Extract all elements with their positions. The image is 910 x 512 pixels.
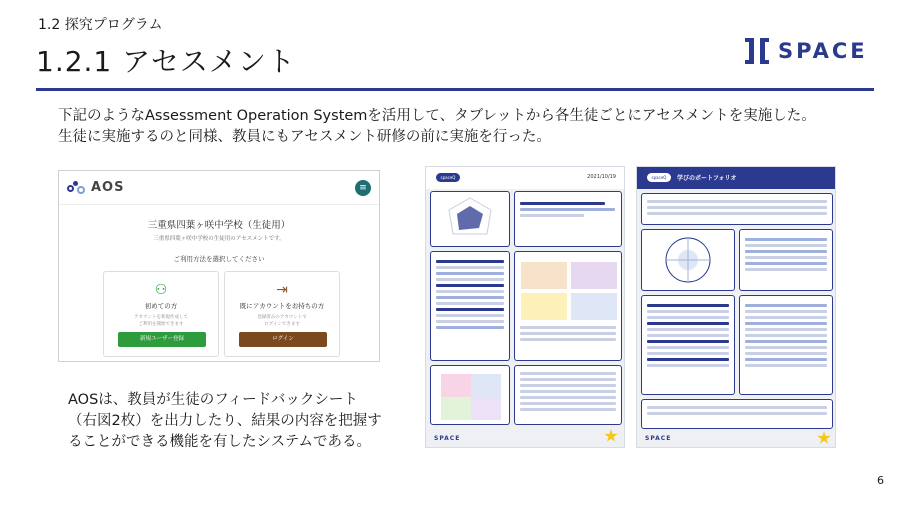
aos-app-name: AOS xyxy=(91,180,125,195)
report-date: 2021/10/19 xyxy=(587,174,616,180)
new-user-desc-line-2: ご利用を開始できます xyxy=(138,322,184,327)
spaceq-badge-2: spaceQ xyxy=(647,173,671,182)
cognition-panel xyxy=(514,251,622,361)
space-logo-text: SPACE xyxy=(778,39,868,63)
intro-line-2: 生徒に実施するのと同様、教員にもアセスメント研修の前に実施を行った。 xyxy=(58,129,551,145)
space-logo xyxy=(745,38,868,64)
login-icon: ⇥ xyxy=(276,282,288,298)
new-user-desc-line-1: アカウントを新規作成して xyxy=(134,315,188,320)
thinking-style-panel xyxy=(430,251,510,361)
aos-select-prompt: ご利用方法を選択してください xyxy=(173,255,265,263)
caption-line-2: （右図2枚）を出力したり、結果の内容を把握す xyxy=(68,413,382,429)
caption-line-3: ることができる機能を有したシステムである。 xyxy=(68,434,372,450)
existing-user-desc-line-1: 登録済みのアカウントで xyxy=(257,315,307,320)
page-number: 6 xyxy=(877,474,884,487)
mindset-panel xyxy=(430,365,510,425)
page-title: 1.2.1 アセスメント xyxy=(36,45,296,78)
steam-area-panel xyxy=(739,229,833,291)
spaceq-badge: spaceQ xyxy=(436,173,460,182)
mascot-star-icon xyxy=(604,429,618,443)
login-button[interactable]: ログイン xyxy=(239,332,327,347)
steam-panel xyxy=(514,191,622,247)
aos-caption xyxy=(68,390,382,453)
cognitive-trait-panel xyxy=(739,295,833,395)
radar-panel xyxy=(430,191,510,247)
section-label: 1.2 探究プログラム xyxy=(38,17,163,33)
summary-panel xyxy=(514,365,622,425)
aos-school-name: 三重県四葉ヶ咲中学校（生徒用） xyxy=(147,220,291,231)
caption-line-1: AOSは、教員が生徒のフィードバックシート xyxy=(68,392,358,408)
report-footer-logo: SPACE xyxy=(434,435,461,442)
existing-user-desc xyxy=(225,314,339,328)
intro-line-1: 下記のようなAssessment Operation Systemを活用して、タブレットから各生徒ごとにアセスメントを実施した。 xyxy=(58,108,816,124)
title-underline xyxy=(36,88,874,91)
power-wheel-icon xyxy=(642,230,734,286)
thinking-style-panel-2 xyxy=(641,295,735,395)
register-button[interactable]: 新規ユーザー登録 xyxy=(118,332,206,347)
report-footer-logo-2: SPACE xyxy=(645,435,672,442)
radar-chart-icon xyxy=(431,194,509,244)
feedback-sheet-1 xyxy=(425,166,625,448)
aos-logo-icon xyxy=(67,181,85,195)
intro-panel xyxy=(641,193,833,225)
hamburger-menu-icon[interactable]: ≡ xyxy=(355,180,371,196)
curiosity-panel xyxy=(641,399,833,429)
existing-user-card xyxy=(224,271,340,357)
add-user-icon: ⚇ xyxy=(154,282,168,298)
new-user-card xyxy=(103,271,219,357)
existing-user-heading: 既にアカウントをお持ちの方 xyxy=(239,302,325,310)
mascot-star-icon-2 xyxy=(817,431,831,445)
new-user-heading: 初めての方 xyxy=(144,302,178,310)
portfolio-title: 学びのポートフォリオ xyxy=(677,175,737,182)
aos-header xyxy=(59,171,379,205)
space-logo-mark-icon xyxy=(745,38,769,64)
feedback-sheet-2 xyxy=(636,166,836,448)
aos-subtitle: 三重県四葉ヶ咲中学校の生徒用のアセスメントです。 xyxy=(153,236,285,242)
aos-screenshot xyxy=(58,170,380,362)
new-user-desc xyxy=(104,314,218,328)
intro-text xyxy=(58,106,816,148)
existing-user-desc-line-2: ログインできます xyxy=(264,322,300,327)
eight-power-panel xyxy=(641,229,735,291)
